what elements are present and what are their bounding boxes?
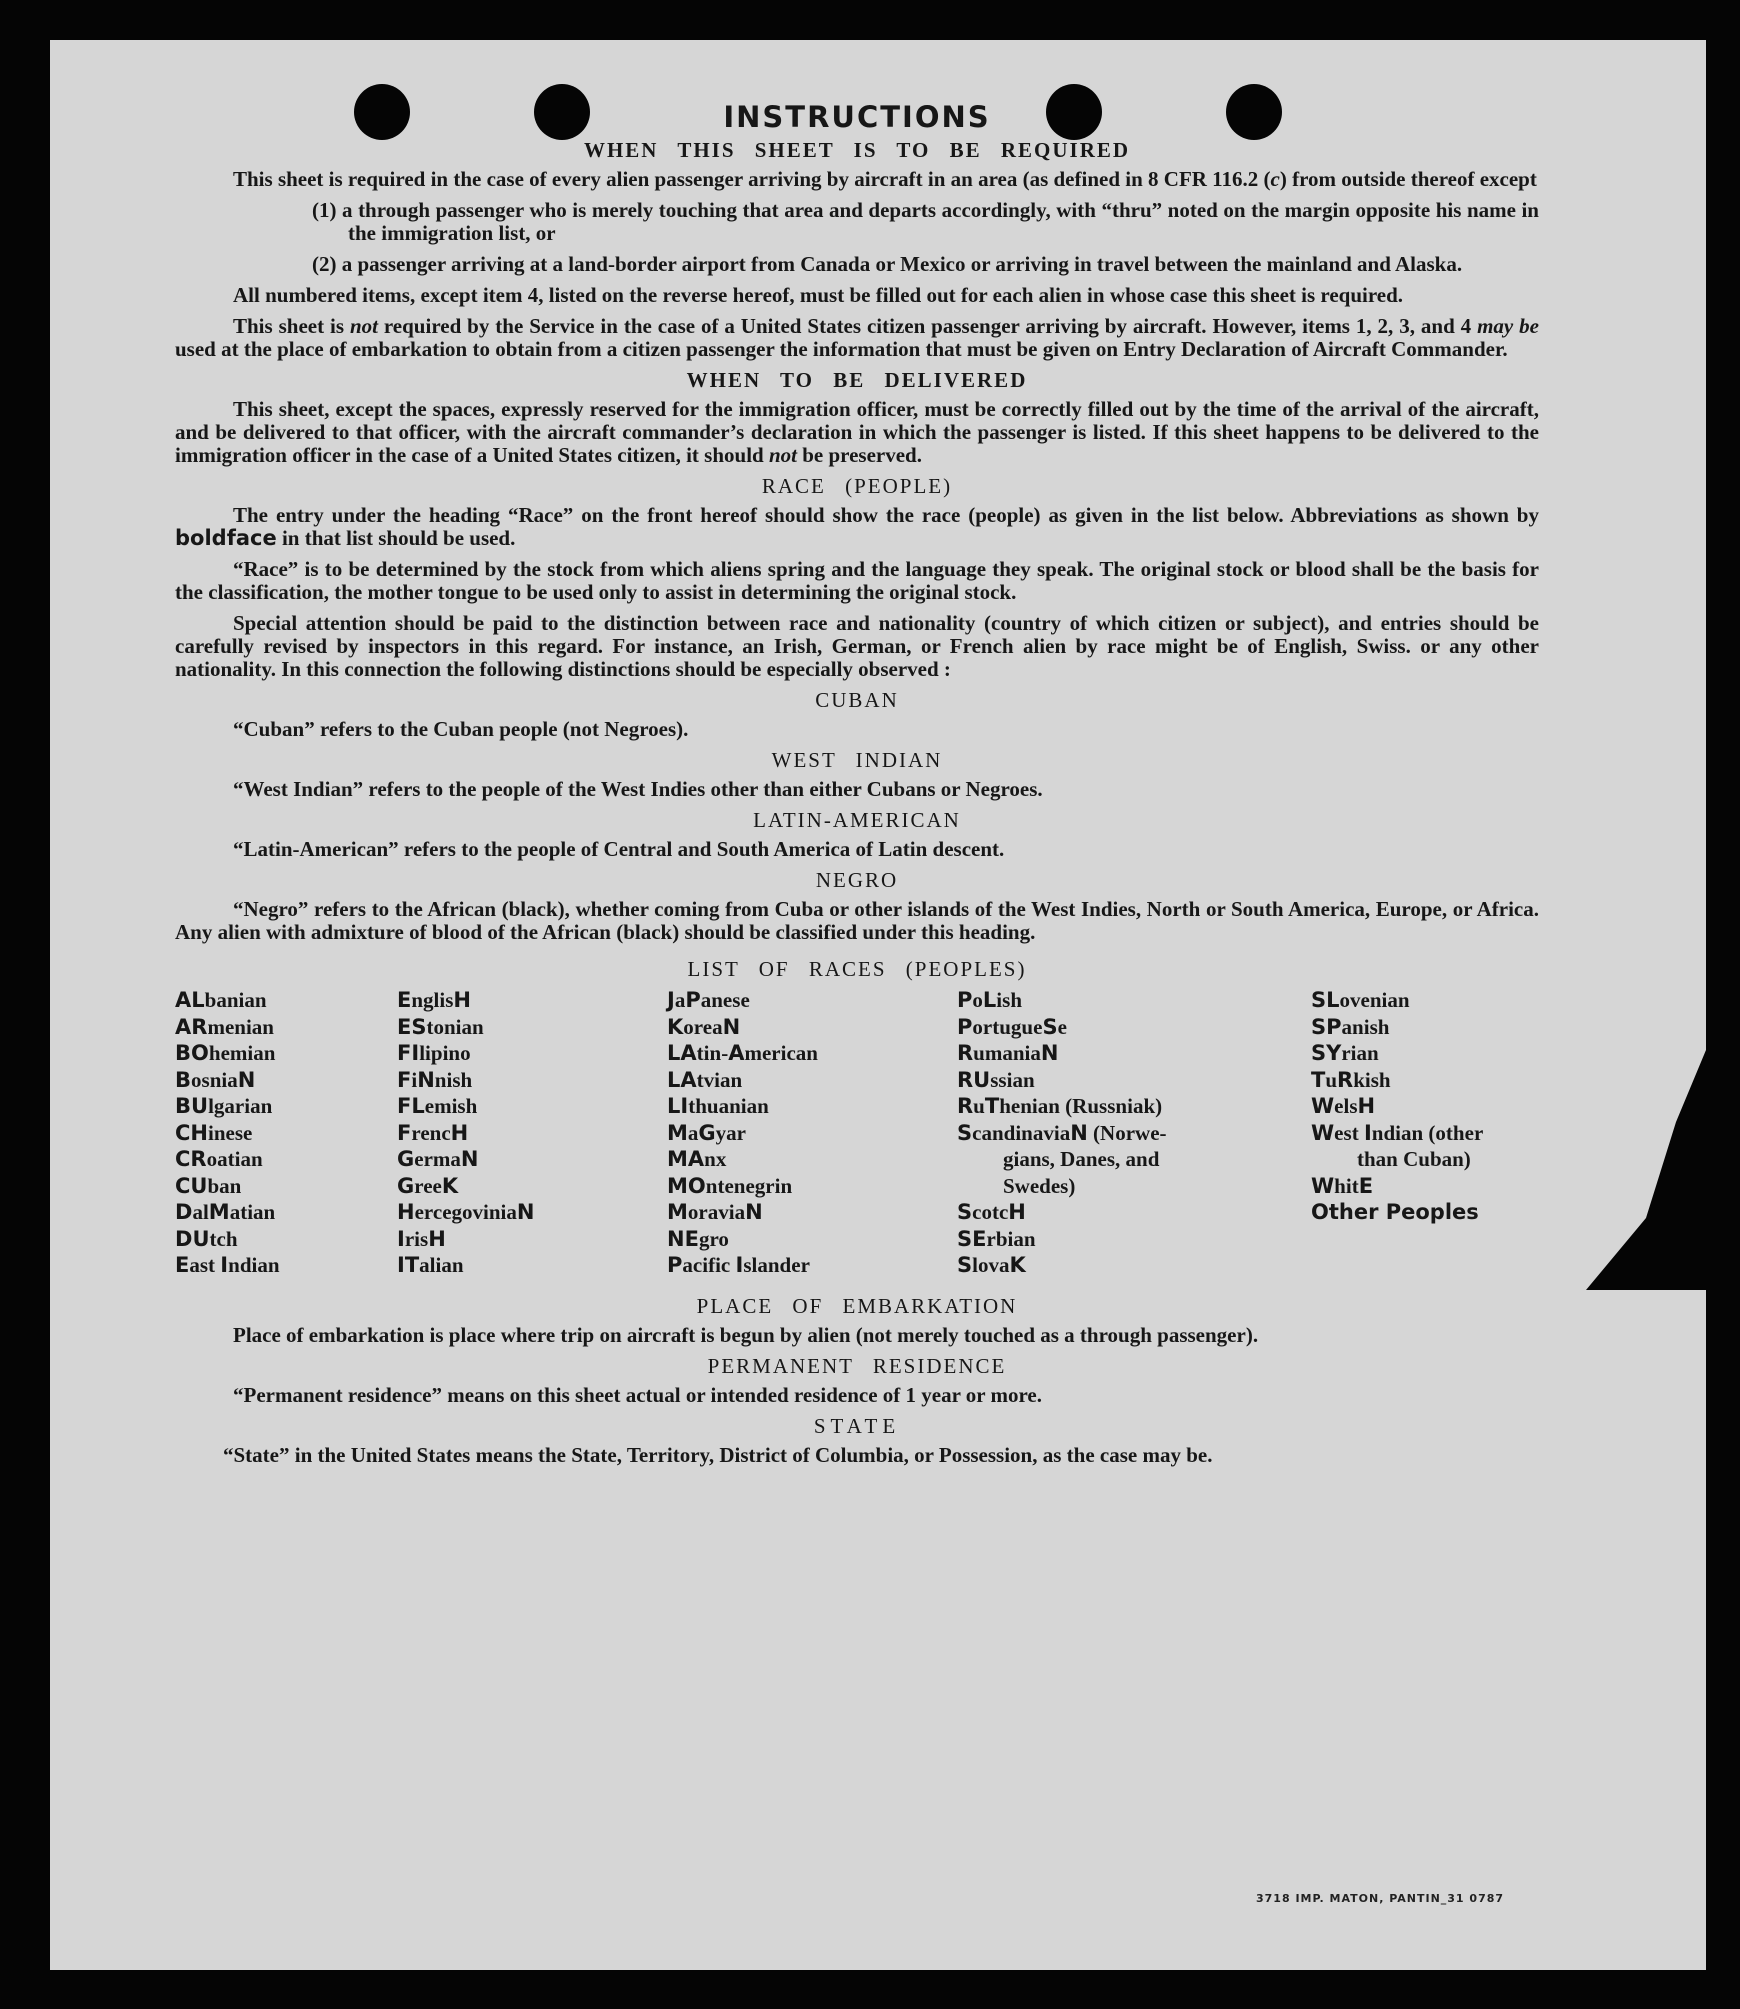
race-entry: Swedes)	[1003, 1173, 1076, 1198]
race-entry: FrencH	[397, 1120, 469, 1145]
races-column-3	[667, 987, 818, 1279]
race-entry: East Indian	[175, 1253, 280, 1277]
race-entry: FLemish	[397, 1094, 478, 1118]
page-title: INSTRUCTIONS	[723, 100, 991, 134]
race-entry: Pacific Islander	[667, 1253, 810, 1277]
race-entry: PoLish	[957, 988, 1023, 1012]
races-column-4	[957, 987, 1167, 1279]
document-page	[50, 40, 1706, 1970]
race-entry: ALbanian	[175, 988, 267, 1012]
paragraph-citizen: This sheet is not required by the Service in the case of a United States citizen passenger arriving by aircraft. However, items 1, 2, 3, and 4 may be used at the place of embarkation to obtain from a citizen passenger the information that must be given on Entry Declaration of Aircraft Commander.	[175, 314, 1539, 361]
paragraph-race-entry: The entry under the heading “Race” on the front hereof should show the race (people) as given in the list below. Abbreviations as shown by boldface in that list should be used.	[175, 503, 1539, 550]
heading-latin-american: LATIN-AMERICAN	[753, 808, 961, 832]
race-entry: ARmenian	[175, 1014, 274, 1039]
race-entry: DalMatian	[175, 1200, 276, 1224]
race-entry: CUban	[175, 1173, 242, 1198]
paragraph-delivered: This sheet, except the spaces, expressly reserved for the immigration officer, must be correctly filled out by the time of the arrival of the aircraft, and be delivered to that officer, with the aircraft commander’s declaration in which the passenger is listed. If this sheet happens to be delivered to the immigration officer in the case of a United States citizen, it should not be preserved.	[175, 397, 1539, 467]
race-entry: GermaN	[397, 1147, 479, 1171]
race-entry: ScotcH	[957, 1200, 1026, 1224]
paragraph-race-nationality: Special attention should be paid to the distinction between race and nationality (country of which citizen or subject), and entries should be carefully revised by inspectors in this regard. For instance, an Irish, German, or French alien by race might be of English, Swiss. or any other nationality. In this connection the following distinctions should be especially observed :	[175, 611, 1539, 681]
race-entry: EnglisH	[397, 988, 471, 1012]
race-entry: LAtin-American	[667, 1041, 818, 1065]
heading-negro: NEGRO	[815, 868, 899, 892]
heading-cuban: CUBAN	[815, 688, 899, 712]
race-entry: EStonian	[397, 1014, 484, 1039]
heading-race: RACE (PEOPLE)	[761, 474, 953, 498]
definition-negro: “Negro” refers to the African (black), whether coming from Cuba or other islands of the West Indies, North or South America, Europe, or Africa. Any alien with admixture of blood of the African (black) should be classified under this heading.	[175, 897, 1539, 944]
printer-imprint: 3718 IMP. MATON, PANTIN_31 0787	[1256, 1892, 1505, 1905]
definition-residence: “Permanent residence” means on this sheet actual or intended residence of 1 year or more.	[233, 1383, 1042, 1407]
race-entry: KoreaN	[667, 1014, 741, 1039]
race-entry: MOntenegrin	[667, 1173, 793, 1198]
race-entry: than Cuban)	[1357, 1147, 1471, 1171]
race-entry: MAnx	[667, 1147, 727, 1171]
definition-cuban: “Cuban” refers to the Cuban people (not Negroes).	[233, 717, 689, 741]
race-entry: West Indian (other	[1311, 1120, 1484, 1145]
race-entry: gians, Danes, and	[1003, 1147, 1160, 1171]
heading-list-of-races: LIST OF RACES (PEOPLES)	[687, 957, 1027, 981]
instructions-body	[175, 100, 1539, 1475]
race-entry: IrisH	[397, 1226, 446, 1251]
heading-delivered: WHEN TO BE DELIVERED	[686, 368, 1028, 392]
definition-embarkation: Place of embarkation is place where trip on aircraft is begun by alien (not merely touched as a through passenger).	[233, 1323, 1259, 1347]
race-entry: BOhemian	[175, 1041, 276, 1065]
exception-item-2: (2) a passenger arriving at a land-border airport from Canada or Mexico or arriving in travel between the mainland and Alaska.	[312, 252, 1463, 276]
race-entry: TuRkish	[1311, 1067, 1391, 1092]
race-entry: SPanish	[1311, 1014, 1390, 1039]
race-entry: ScandinaviaN (Norwe-	[957, 1120, 1167, 1145]
race-entry: BosniaN	[175, 1067, 256, 1092]
heading-residence: PERMANENT RESIDENCE	[707, 1354, 1007, 1378]
race-entry: RUssian	[957, 1067, 1035, 1092]
races-column-5	[1311, 987, 1483, 1226]
paragraph-race-stock: “Race” is to be determined by the stock from which aliens spring and the language they speak. The original stock or blood shall be the basis for the classification, the mother tongue to be used only to assist in determining the original stock.	[175, 557, 1539, 604]
race-entry: WhitE	[1311, 1173, 1374, 1198]
races-column-1	[175, 987, 280, 1279]
race-entry: RumaniaN	[957, 1041, 1059, 1065]
race-entry: PortugueSe	[957, 1014, 1067, 1039]
heading-state: STATE	[813, 1414, 901, 1438]
race-entry: CRoatian	[175, 1147, 263, 1171]
heading-required: WHEN THIS SHEET IS TO BE REQUIRED	[583, 138, 1131, 162]
definition-latin-american: “Latin-American” refers to the people of Central and South America of Latin descent.	[233, 837, 1005, 861]
race-entry: JaPanese	[667, 988, 750, 1012]
definition-west-indian: “West Indian” refers to the people of the West Indies other than either Cubans or Negroes.	[233, 777, 1043, 801]
race-entry: GreeK	[397, 1173, 459, 1198]
race-entry: FIlipino	[397, 1041, 471, 1065]
race-entry: MaGyar	[667, 1120, 746, 1145]
exception-item-1: (1) a through passenger who is merely touching that area and departs accordingly, with “thru” noted on the margin opposite his name in the immigration list, or	[312, 198, 1539, 245]
race-entry: FiNnish	[397, 1067, 473, 1092]
definition-state: “State” in the United States means the State, Territory, District of Columbia, or Possession, as the case may be.	[223, 1443, 1213, 1467]
races-column-2	[397, 987, 534, 1279]
race-entry: SlovaK	[957, 1253, 1026, 1277]
races-list	[175, 987, 1539, 1287]
race-entry: MoraviaN	[667, 1200, 763, 1224]
race-entry: BUlgarian	[175, 1094, 273, 1118]
heading-west-indian: WEST INDIAN	[771, 748, 943, 772]
race-entry: NEgro	[667, 1226, 729, 1251]
race-entry: SYrian	[1311, 1041, 1379, 1065]
race-entry: SLovenian	[1311, 988, 1410, 1012]
race-entry: SErbian	[957, 1226, 1036, 1251]
heading-embarkation: PLACE OF EMBARKATION	[696, 1294, 1018, 1318]
race-entry: WelsH	[1311, 1094, 1376, 1118]
race-entry: LIthuanian	[667, 1094, 769, 1118]
race-entry: Other Peoples	[1311, 1200, 1479, 1224]
paragraph-required-intro: This sheet is required in the case of every alien passenger arriving by aircraft in an area (as defined in 8 CFR 116.2 (c) from outside thereof except	[233, 167, 1537, 191]
paragraph-numbered-items: All numbered items, except item 4, listed on the reverse hereof, must be filled out for each alien in whose case this sheet is required.	[233, 283, 1404, 307]
race-entry: ITalian	[397, 1253, 464, 1277]
race-entry: DUtch	[175, 1226, 238, 1251]
race-entry: RuThenian (Russniak)	[957, 1094, 1163, 1118]
race-entry: LAtvian	[667, 1067, 743, 1092]
race-entry: CHinese	[175, 1120, 253, 1145]
torn-corner	[1556, 1050, 1706, 1290]
race-entry: HercegoviniaN	[397, 1200, 535, 1224]
